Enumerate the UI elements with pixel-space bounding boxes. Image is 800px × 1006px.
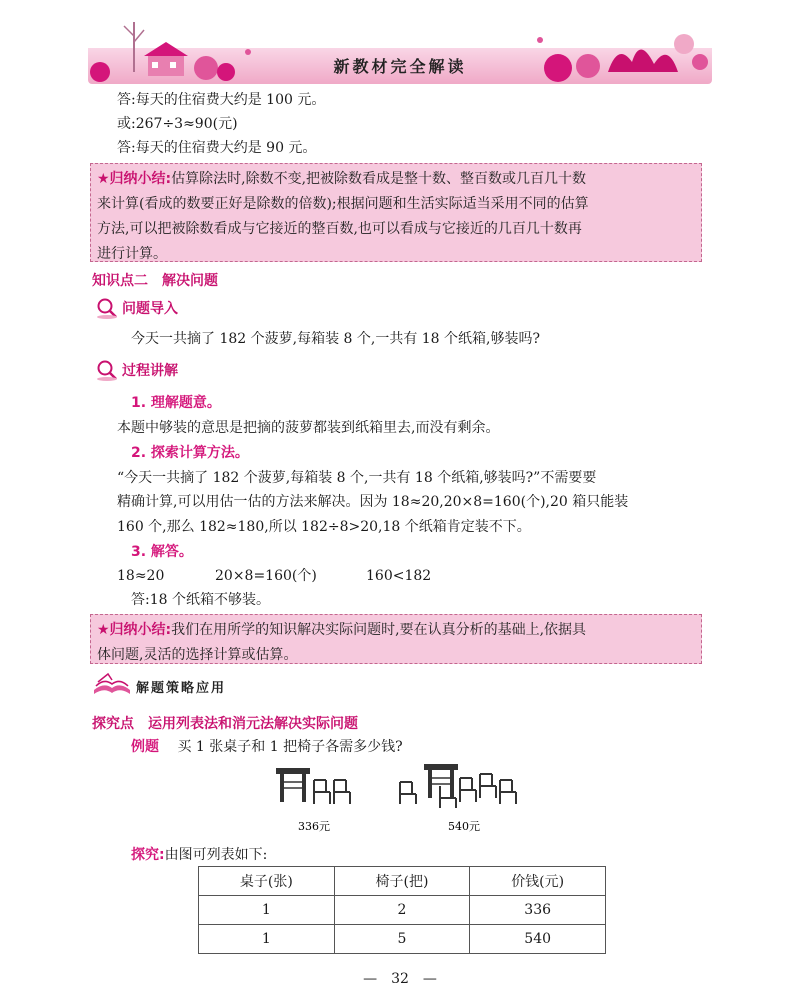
table-row: [199, 925, 606, 954]
summary-2-label: ★归纳小结:: [97, 622, 172, 638]
calc-2: 20×8=160(个): [215, 568, 317, 584]
process-heading: [96, 359, 178, 381]
page-header: [88, 22, 712, 84]
magnifier-icon: [96, 297, 118, 319]
alternative-calc: 或:267÷3≈90(元): [117, 116, 238, 132]
strategy-title: 解题策略应用: [136, 681, 227, 696]
explore-heading: 探究点 运用列表法和消元法解决实际问题: [92, 716, 358, 732]
summary-2-line-1: 我们在用所学的知识解决实际问题时,要在认真分析的基础上,依据具: [171, 622, 587, 638]
table-row: [199, 896, 606, 925]
table-header: 桌子(张): [199, 867, 335, 896]
knowledge-point-2-heading: 知识点二 解决问题: [92, 273, 218, 289]
explore-row: [131, 845, 267, 865]
example-label: 例题: [131, 739, 159, 755]
step-3-title: 3. 解答。: [131, 544, 193, 560]
example-text: 买 1 张桌子和 1 把椅子各需多少钱?: [177, 739, 403, 755]
summary-1-label: ★归纳小结:: [97, 171, 172, 187]
table-cell: 336: [470, 896, 606, 925]
summary-1-line-1: 估算除法时,除数不变,把被除数看成是整十数、整百数或几百几十数: [171, 171, 587, 187]
example-row: [131, 737, 403, 757]
furniture-illustration: [270, 760, 532, 834]
step-2-line-3: 160 个,那么 182≈180,所以 182÷8>20,18 个纸箱肯定装不下。: [117, 519, 531, 535]
step-1-text: 本题中够装的意思是把摘的菠萝都装到纸箱里去,而没有剩余。: [117, 420, 500, 436]
problem-intro-heading: [96, 297, 178, 319]
table-cell: 540: [470, 925, 606, 954]
book-icon: [92, 672, 132, 696]
table-header-row: [199, 867, 606, 896]
table-cell: 1: [199, 896, 335, 925]
problem-intro-text: 今天一共摘了 182 个菠萝,每箱装 8 个,一共有 18 个纸箱,够装吗?: [131, 331, 540, 347]
table-cell: 5: [334, 925, 470, 954]
summary-1-line-2: 来计算(看成的数要正好是除数的倍数);根据问题和生活实际适当采用不同的估算: [97, 196, 589, 212]
summary-1-line-4: 进行计算。: [97, 246, 167, 262]
step-2-line-1: “今天一共摘了 182 个菠萝,每箱装 8 个,一共有 18 个纸箱,够装吗?”不需要要: [117, 470, 597, 486]
answer-line-1: 答:每天的住宿费大约是 100 元。: [117, 92, 326, 108]
step-2-title: 2. 探索计算方法。: [131, 445, 249, 461]
price-label-1: 336元: [298, 820, 330, 833]
table-cell: 1: [199, 925, 335, 954]
price-table: [198, 866, 606, 954]
explore-text: 由图可列表如下:: [164, 847, 268, 863]
table-header: 椅子(把): [334, 867, 470, 896]
step-1-title: 1. 理解题意。: [131, 395, 221, 411]
price-label-2: 540元: [448, 820, 480, 833]
header-title: 新教材完全解读: [333, 57, 467, 76]
summary-2-row-1: [97, 618, 695, 643]
process-label: 过程讲解: [122, 363, 178, 379]
table-header: 价钱(元): [470, 867, 606, 896]
summary-box-2: [90, 614, 702, 664]
summary-1-row-1: [97, 167, 695, 192]
final-answer: 答:18 个纸箱不够装。: [131, 592, 270, 608]
summary-2-line-2: 体问题,灵活的选择计算或估算。: [97, 647, 298, 663]
summary-1-line-3: 方法,可以把被除数看成与它接近的整百数,也可以看成与它接近的几百几十数再: [97, 221, 582, 237]
strategy-heading: [92, 672, 226, 696]
calc-3: 160<182: [366, 568, 432, 584]
calc-1: 18≈20: [117, 568, 165, 584]
answer-line-2: 答:每天的住宿费大约是 90 元。: [117, 140, 317, 156]
summary-box-1: [90, 163, 702, 262]
step-2-line-2: 精确计算,可以用估一估的方法来解决。因为 18≈20,20×8=160(个),20 箱只能装: [117, 494, 629, 510]
table-cell: 2: [334, 896, 470, 925]
explore-label: 探究:: [131, 847, 165, 863]
magnifier-icon: [96, 359, 118, 381]
page-number: — 32 —: [363, 971, 437, 987]
problem-intro-label: 问题导入: [122, 301, 178, 317]
